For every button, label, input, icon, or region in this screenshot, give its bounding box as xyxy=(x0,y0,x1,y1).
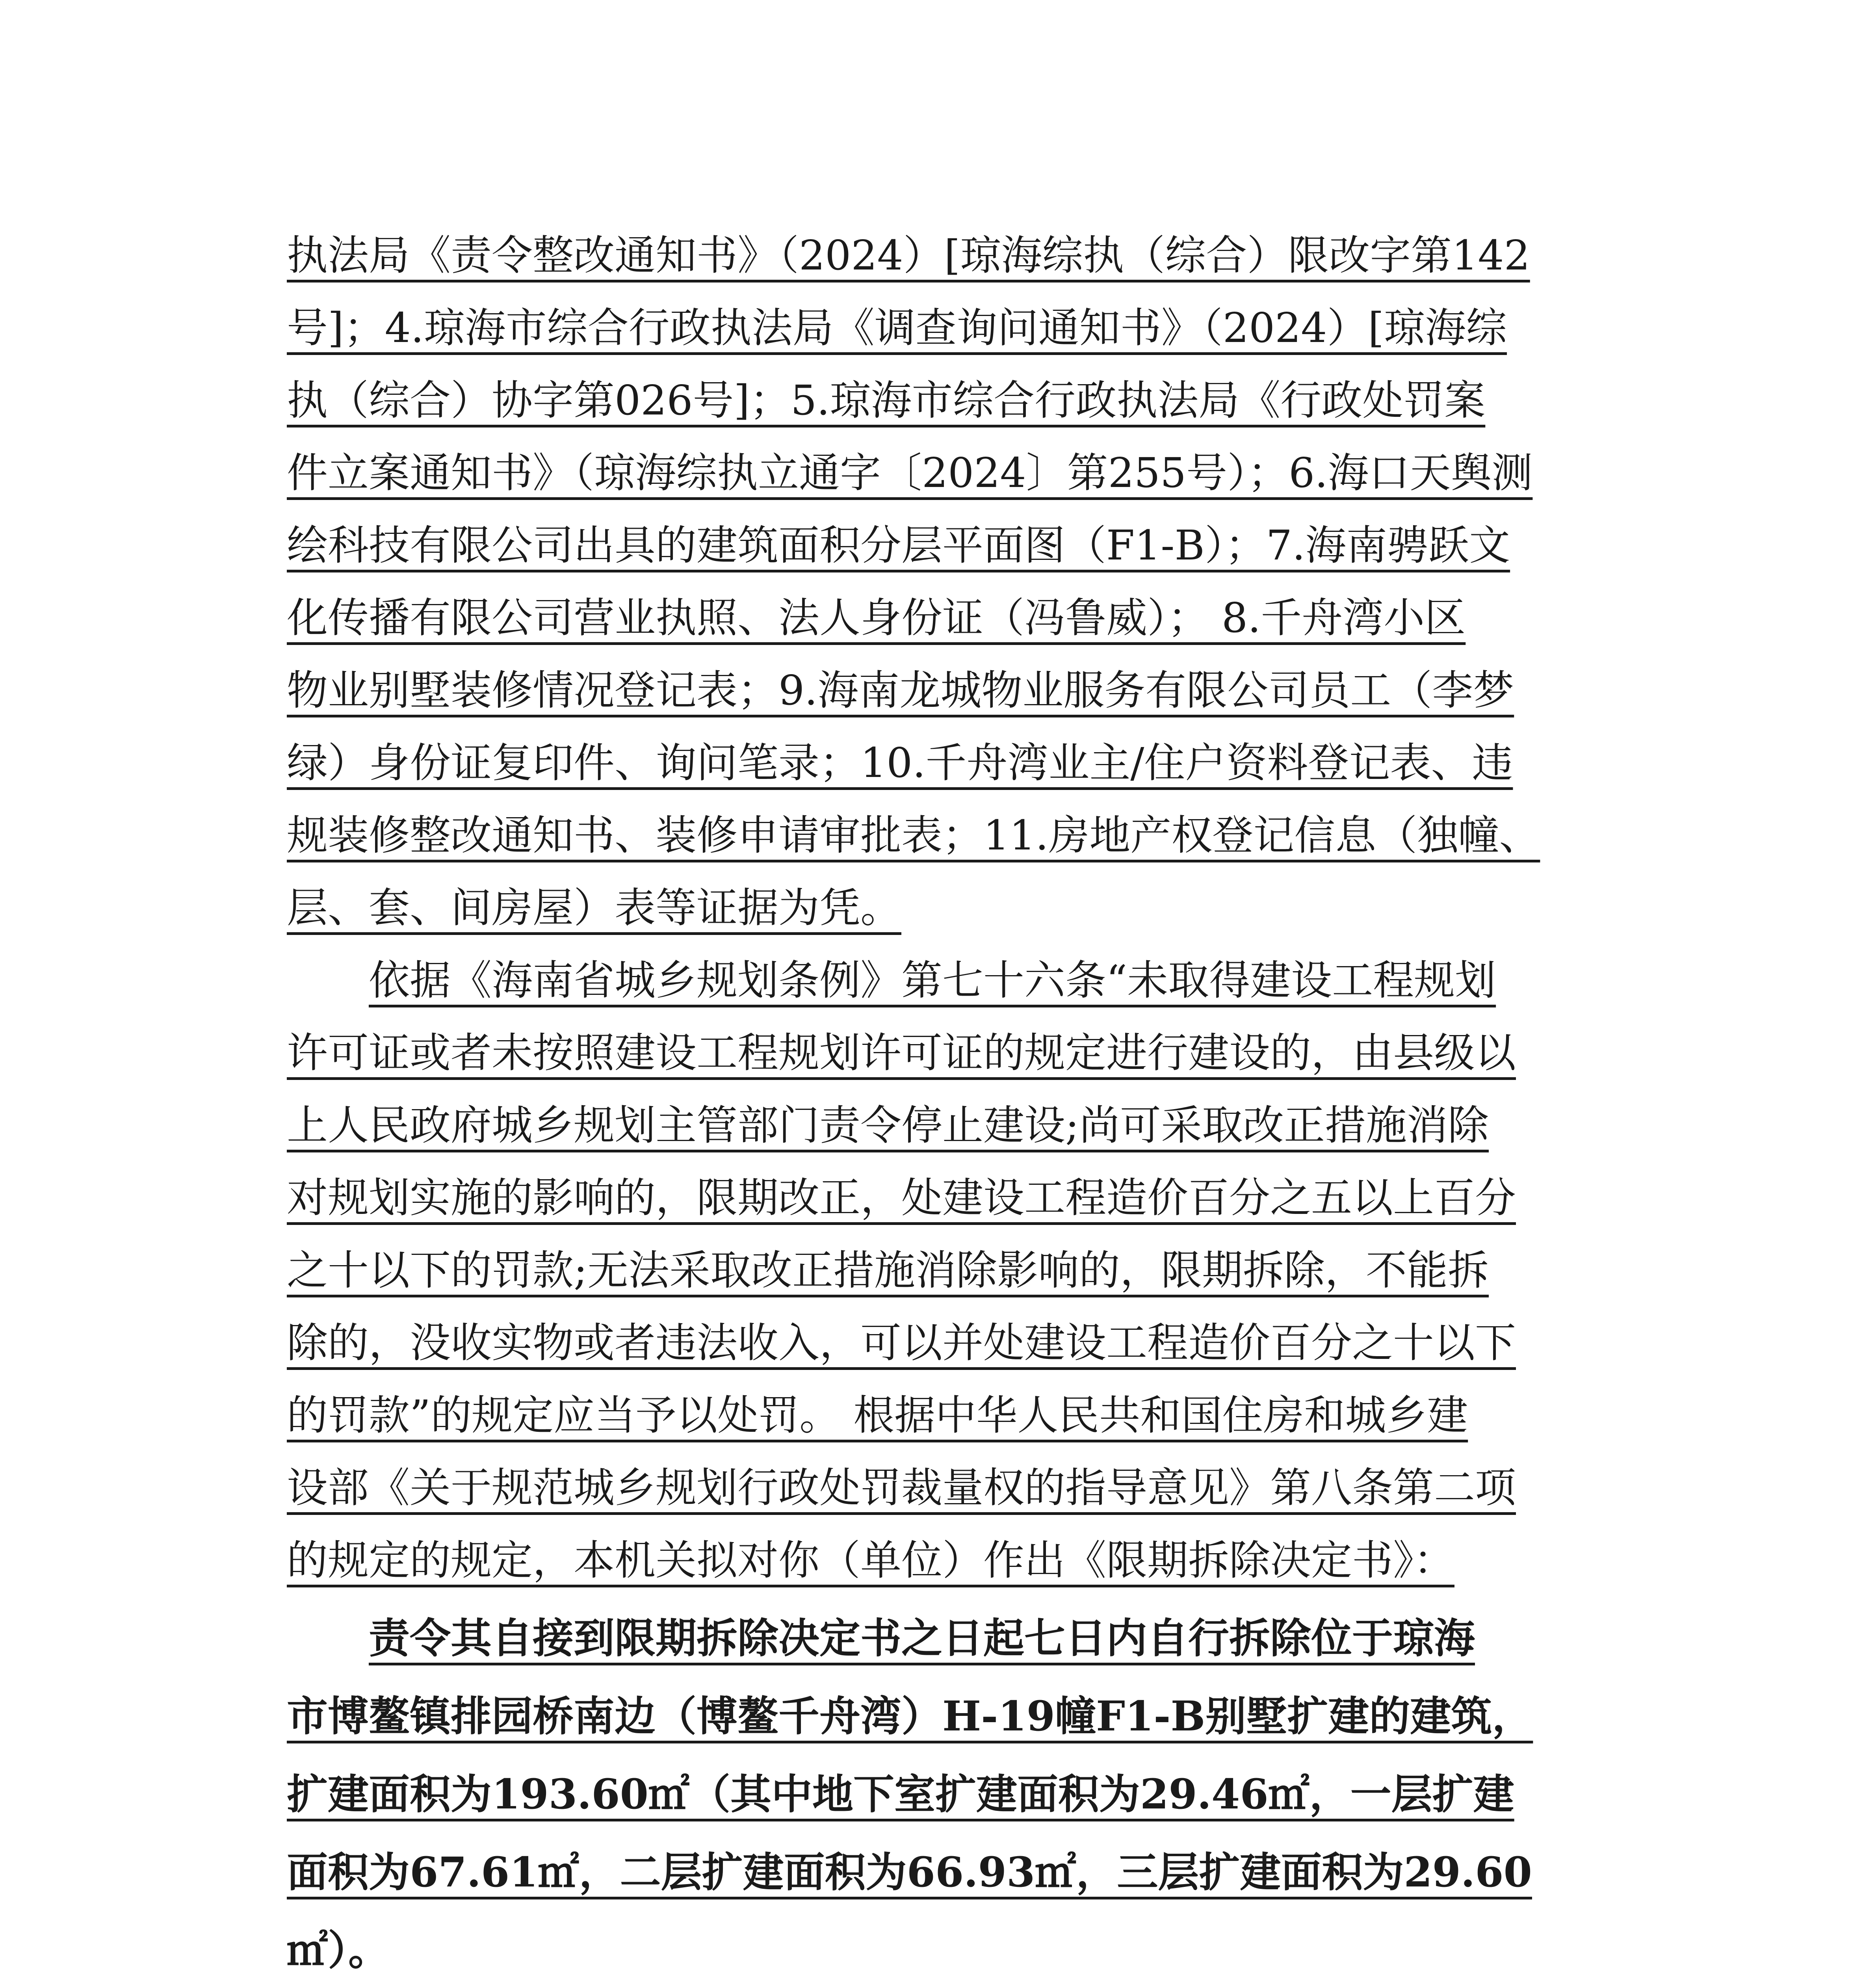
decision-line: 市博鳌镇排园桥南边（博鳌千舟湾）H-19幢F1-B别墅扩建的建筑， xyxy=(287,1692,1533,1740)
text-line: 除的，没收实物或者违法收入，可以并处建设工程造价百分之十以下 xyxy=(287,1319,1516,1367)
text-line: 之十以下的罚款;无法采取改正措施消除影响的，限期拆除，不能拆 xyxy=(287,1246,1489,1294)
text-line: 物业别墅装修情况登记表；9.海南龙城物业服务有限公司员工（李梦 xyxy=(287,666,1514,714)
text-line: 执（综合）协字第026号]；5.琼海市综合行政执法局《行政处罚案 xyxy=(287,376,1486,424)
text-line: 上人民政府城乡规划主管部门责令停止建设;尚可采取改正措施消除 xyxy=(287,1101,1489,1149)
text-line: 化传播有限公司营业执照、法人身份证（冯鲁威）； 8.千舟湾小区 xyxy=(287,594,1466,642)
text-line: 对规划实施的影响的，限期改正，处建设工程造价百分之五以上百分 xyxy=(287,1174,1516,1222)
text-line: 层、套、间房屋）表等证据为凭。 xyxy=(287,884,902,932)
decision-line: 面积为67.61㎡，二层扩建面积为66.93㎡，三层扩建面积为29.60 xyxy=(287,1848,1532,1896)
paragraph-start-line: 依据《海南省城乡规划条例》第七十六条“未取得建设工程规划 xyxy=(369,956,1496,1004)
text-line: 设部《关于规范城乡规划行政处罚裁量权的指导意见》第八条第二项 xyxy=(287,1464,1516,1512)
text-line: 的罚款”的规定应当予以处罚。 根据中华人民共和国住房和城乡建 xyxy=(287,1391,1468,1439)
text-line: 许可证或者未按照建设工程规划许可证的规定进行建设的，由县级以 xyxy=(287,1029,1516,1077)
decision-paragraph-start-line: 责令其自接到限期拆除决定书之日起七日内自行拆除位于琼海 xyxy=(369,1614,1475,1662)
text-line: 规装修整改通知书、装修申请审批表；11.房地产权登记信息（独幢、 xyxy=(287,811,1540,859)
text-line: 执法局《责令整改通知书》（2024）[琼海综执（综合）限改字第142 xyxy=(287,231,1530,279)
text-line: 绘科技有限公司出具的建筑面积分层平面图（F1-B）；7.海南骋跃文 xyxy=(287,521,1510,569)
text-line: 件立案通知书》（琼海综执立通字〔2024〕第255号）；6.海口天舆测 xyxy=(287,449,1533,497)
decision-line: 扩建面积为193.60㎡（其中地下室扩建面积为29.46㎡，一层扩建 xyxy=(287,1770,1514,1818)
decision-line: ㎡）。 xyxy=(287,1926,390,1970)
text-line: 绿）身份证复印件、询问笔录；10.千舟湾业主/住户资料登记表、违 xyxy=(287,739,1513,787)
text-line: 号]；4.琼海市综合行政执法局《调查询问通知书》（2024）[琼海综 xyxy=(287,304,1507,352)
text-line: 的规定的规定，本机关拟对你（单位）作出《限期拆除决定书》： xyxy=(287,1536,1455,1584)
